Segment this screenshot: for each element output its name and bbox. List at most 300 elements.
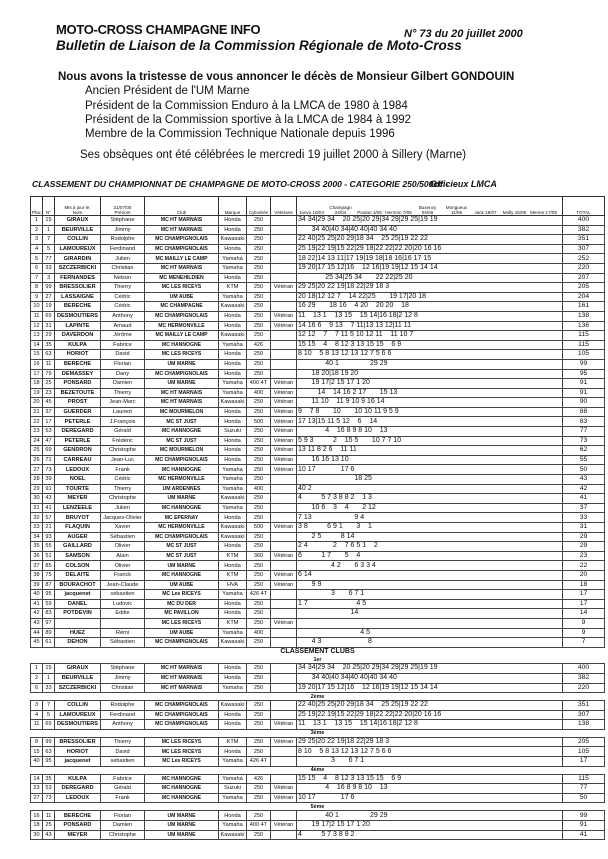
rider-name: COLLIN [55,235,101,245]
cc-cell: 250 [247,513,271,523]
total-cell: 37 [563,503,605,513]
place-cell: 22 [31,417,43,427]
cc-cell: 400 [247,388,271,398]
cc-cell: 250 [247,737,271,747]
total-cell: 17 [563,599,605,609]
club-cell: MC HERMONVILLE [145,523,219,533]
total-cell: 31 [563,523,605,533]
number-cell: 83 [43,609,55,619]
brand-cell: Honda [219,446,247,456]
number-cell: 15 [43,216,55,226]
veteran-cell [271,484,297,494]
total-cell: 41 [563,494,605,504]
rider-name: DESMOUTIERS [55,720,101,730]
rider-name: MEYER [55,494,101,504]
obituary-announcement [58,70,578,163]
club-cell: UM MARNE [145,494,219,504]
event-header: Poulan 1/05 [357,210,382,215]
table-row [31,475,605,485]
points-cell: 29 25|20 22 19|18 22|29 18 3 [297,737,563,747]
veteran-cell: Vétéran [271,737,297,747]
club-cell: MC ST JUST [145,551,219,561]
total-cell: 77 [563,784,605,794]
brand-cell: KTM [219,618,247,628]
club-rank-label: 1er [313,656,322,663]
brand-cell: Honda [219,417,247,427]
place-cell: 12 [31,321,43,331]
veteran-cell: Vétéran [271,388,297,398]
rider-firstname: Christophe [101,494,145,504]
total-cell: 351 [563,235,605,245]
total-cell: 99 [563,359,605,369]
veteran-cell: Vétéran [271,417,297,427]
veteran-cell: Vétéran [271,455,297,465]
points-cell: 34 34|29 34 20 25|20 29|34 29|29 25|19 19 [297,664,563,674]
table-row [31,664,605,674]
col-veterans: Vétérans [271,197,297,216]
rider-firstname: Franck [101,570,145,580]
veteran-cell [271,340,297,350]
place-cell: 1 [31,216,43,226]
points-cell: 3 6 7 1 [297,757,563,767]
total-cell: 73 [563,436,605,446]
place-cell: 36 [31,551,43,561]
club-cell: MC MAILLY LE CAMP [145,331,219,341]
rider-firstname: Fabrice [101,340,145,350]
table-row [31,407,605,417]
total-cell: 43 [563,475,605,485]
rider-name: GUERDER [55,407,101,417]
rider-name: BRUYOT [55,513,101,523]
rider-firstname: Gérald [101,784,145,794]
event-header: Hermon 7/05 [385,210,412,215]
rider-name: GIRAUX [55,664,101,674]
number-cell: 7 [43,701,55,711]
rider-name: BERECHE [55,811,101,821]
total-cell: 50 [563,793,605,803]
points-cell: 18 22|14 13 11|17 19|19 18|18 16|16 17 15 [297,254,563,264]
number-cell: 65 [43,311,55,321]
cc-cell: 250 [247,701,271,711]
points-cell: 7 13 9 4 [297,513,563,523]
number-cell: 43 [43,830,55,840]
total-cell: 136 [563,321,605,331]
rider-name: MEYER [55,830,101,840]
event-header: Jack 18/07 [474,210,497,215]
veteran-cell: Vétéran [271,793,297,803]
place-cell: 41 [31,599,43,609]
place-cell: 3 [31,701,43,711]
table-row [31,683,605,693]
brand-cell: Honda [219,599,247,609]
total-cell: 307 [563,244,605,254]
rider-firstname: Rodolphe [101,235,145,245]
veteran-cell [271,683,297,693]
rider-firstname: Arnaud [101,321,145,331]
club-cell: MC LES RICEYS [145,737,219,747]
table-row [31,628,605,638]
cc-cell: 250 [247,793,271,803]
total-cell: 115 [563,331,605,341]
rider-firstname: Ferdinand [101,710,145,720]
rider-firstname: Ferdinand [101,244,145,254]
place-cell: 16 [31,359,43,369]
rider-firstname: Cédric [101,302,145,312]
place-cell: 18 [31,379,43,389]
brand-cell: Honda [219,369,247,379]
rider-name: LENZEELE [55,503,101,513]
table-row [31,455,605,465]
rider-firstname: Frank [101,793,145,803]
club-cell: MC MOURMELON [145,407,219,417]
number-cell: 53 [43,784,55,794]
rider-firstname: Alain [101,551,145,561]
club-rank-label: 4ème [310,767,325,774]
place-cell: 29 [31,484,43,494]
place-cell: 6 [31,263,43,273]
rider-name: KULPA [55,340,101,350]
points-cell: 14 16 6 9 13 7 11|13 13 12|11 11 [297,321,563,331]
number-cell: 95 [43,590,55,600]
event-header: Buxency 04/06 [418,205,437,215]
number-cell: 73 [43,793,55,803]
rider-firstname: Stéphane [101,664,145,674]
club-cell: MC ST JUST [145,542,219,552]
table-row [31,638,605,648]
brand-cell: Kawasaki [219,532,247,542]
number-cell: 55 [43,542,55,552]
bulletin-masthead: MOTO-CROSS CHAMPAGNE INFO [56,22,261,37]
table-row [31,417,605,427]
table-row [31,379,605,389]
veteran-cell: Vétéran [271,821,297,831]
points-cell: 6 14 [297,570,563,580]
veteran-cell [271,532,297,542]
cc-cell: 250 [247,446,271,456]
club-cell: MC EPERNAY [145,513,219,523]
club-cell: MC HT MARNAIS [145,263,219,273]
number-cell: 1 [43,225,55,235]
brand-cell: KTM [219,283,247,293]
total-cell: 17 [563,590,605,600]
table-row [31,580,605,590]
points-cell: 1 7 4 5 [297,599,563,609]
points-cell: 10 6 3 4 2 12 [297,503,563,513]
place-cell: 19 [31,388,43,398]
club-cell: UM AUBE [145,292,219,302]
cc-cell: 250 [247,618,271,628]
rider-name: DEHON [55,638,101,648]
rider-name: DANEL [55,599,101,609]
rider-firstname: Nelson [101,273,145,283]
points-cell: 6 1 7 5 4 [297,551,563,561]
club-rank-row [31,766,605,774]
brand-cell: Honda [219,311,247,321]
club-cell: MC CHAMPIGNOLAIS [145,710,219,720]
brand-cell: Yamaha [219,465,247,475]
rider-firstname: Stéphane [101,216,145,226]
table-row [31,225,605,235]
brand-cell: Yamaha [219,340,247,350]
veteran-cell: Vétéran [271,465,297,475]
club-rank-row [31,693,605,701]
veteran-cell: Vétéran [271,784,297,794]
cc-cell: 250 [247,609,271,619]
number-cell: 37 [43,407,55,417]
place-cell: 17 [31,369,43,379]
rider-firstname [101,618,145,628]
points-cell: 15 15 4 8 12 3 13 15 15 6 9 [297,774,563,784]
cc-cell: 400 4T [247,379,271,389]
club-cell: UM AUBE [145,628,219,638]
cc-cell: 250 [247,720,271,730]
rider-name: HORIOT [55,350,101,360]
update-date: 21/07/00 [113,205,132,210]
brand-cell: Yamaha [219,503,247,513]
brand-cell: Yamaha [219,757,247,767]
rider-firstname: Frédéric [101,436,145,446]
brand-cell: Kawasaki [219,494,247,504]
club-cell: MC HANNOGNE [145,503,219,513]
rider-firstname: Laurent [101,407,145,417]
veteran-cell: Vétéran [271,407,297,417]
total-cell: 20 [563,570,605,580]
veteran-cell [271,710,297,720]
club-cell: MC Les RICEYS [145,590,219,600]
col-events [297,197,563,216]
table-row [31,532,605,542]
brand-cell: Kawasaki [219,235,247,245]
club-cell: MC HERMONVILLE [145,475,219,485]
rider-firstname: sebastien [101,590,145,600]
rider-firstname: Rémi [101,628,145,638]
brand-cell: Kawasaki [219,331,247,341]
number-cell: 15 [43,664,55,674]
rider-firstname: Dany [101,369,145,379]
number-cell: 75 [43,570,55,580]
number-cell: 99 [43,737,55,747]
rider-name: BRESSOLIER [55,737,101,747]
number-cell: 17 [43,417,55,427]
place-cell: 14 [31,774,43,784]
total-cell: 7 [563,638,605,648]
number-cell: 93 [43,532,55,542]
brand-cell: Honda [219,273,247,283]
rider-firstname: Jean-Claude [101,580,145,590]
veteran-cell [271,503,297,513]
table-row [31,757,605,767]
table-row [31,523,605,533]
place-cell: 7 [31,273,43,283]
club-cell: MC HANNOGNE [145,465,219,475]
place-cell: 15 [31,747,43,757]
points-cell: 11 13 1 13 15 15 14|16 18|2 12 8 [297,311,563,321]
number-cell: 65 [43,720,55,730]
total-cell: 95 [563,369,605,379]
number-cell: 57 [43,513,55,523]
rider-firstname: Damien [101,379,145,389]
club-cell: MC HANNOGNE [145,793,219,803]
table-row [31,720,605,730]
number-cell: 63 [43,747,55,757]
points-cell: 29 25|20 22 19|18 22|29 18 3 [297,283,563,293]
number-cell: 99 [43,283,55,293]
place-cell: 2 [31,225,43,235]
brand-cell: Honda [219,811,247,821]
brand-cell: Yamaha [219,379,247,389]
club-cell: MC CHAMPIGNOLAIS [145,638,219,648]
rider-firstname: Sébastien [101,532,145,542]
club-cell: MC HANNOGNE [145,427,219,437]
rider-firstname: Frank [101,465,145,475]
brand-cell: Suzuki [219,784,247,794]
table-row [31,484,605,494]
rider-name: BRESSOLIER [55,283,101,293]
veteran-cell: Vétéran [271,283,297,293]
total-cell: 77 [563,427,605,437]
brand-cell: Honda [219,436,247,446]
brand-cell: Kawasaki [219,830,247,840]
points-cell: 18 20|18 19 20 [297,369,563,379]
brand-cell: Honda [219,321,247,331]
points-cell: 40 1 29 29 [297,811,563,821]
rider-firstname: Eddie [101,609,145,619]
table-row [31,292,605,302]
brand-cell: Honda [219,225,247,235]
cc-cell: 426 4T [247,757,271,767]
number-cell: 19 [43,302,55,312]
club-rank-label: 2ème [310,693,325,700]
brand-cell: Honda [219,350,247,360]
points-cell: 34 40|40 34|40 40|40 34 40 [297,673,563,683]
veteran-cell [271,774,297,784]
brand-cell: Honda [219,407,247,417]
number-cell: 5 [43,244,55,254]
total-cell: 91 [563,379,605,389]
club-cell: MC LES RICEYS [145,350,219,360]
place-cell: 44 [31,628,43,638]
rider-firstname: Thierry [101,737,145,747]
place-cell: 20 [31,398,43,408]
rider-name: LEDOUX [55,465,101,475]
cc-cell: 250 [247,302,271,312]
funeral-notice: Ses obsèques ont été célébrées le mercredi 19 juillet 2000 à Sillery (Marne) [80,149,467,162]
rider-name: PROST [55,398,101,408]
number-cell: 5 [43,710,55,720]
rider-name: PETERLE [55,436,101,446]
rider-firstname: Olivier [101,542,145,552]
veteran-cell [271,811,297,821]
number-cell: 63 [43,350,55,360]
veteran-cell [271,254,297,264]
place-cell: 6 [31,683,43,693]
cc-cell: 250 [247,407,271,417]
brand-cell: Honda [219,561,247,571]
place-cell: 11 [31,311,43,321]
cc-cell: 426 [247,340,271,350]
total-cell: 18 [563,580,605,590]
total-cell: 351 [563,701,605,711]
veteran-cell [271,673,297,683]
number-cell: 85 [43,561,55,571]
table-row [31,446,605,456]
rider-name: BEURVILLE [55,673,101,683]
brand-cell: Honda [219,542,247,552]
brand-cell: Yamaha [219,774,247,784]
rider-name: KULPA [55,774,101,784]
total-cell: 115 [563,774,605,784]
brand-cell: Honda [219,244,247,254]
total-cell: 55 [563,455,605,465]
place-cell: 23 [31,427,43,437]
brand-cell: Kawasaki [219,302,247,312]
veteran-cell [271,590,297,600]
cc-cell: 250 [247,638,271,648]
rider-firstname: Fabrice [101,774,145,784]
number-cell: 69 [43,446,55,456]
brand-cell: Honda [219,216,247,226]
brand-cell: Yamaha [219,292,247,302]
rider-firstname: Christophe [101,830,145,840]
cc-cell: 250 [247,503,271,513]
veteran-cell: Vétéran [271,446,297,456]
table-row [31,465,605,475]
club-cell: MC CHAMPIGNOLAIS [145,311,219,321]
place-cell: 30 [31,494,43,504]
cc-cell: 250 [247,475,271,485]
club-cell: UM MARNE [145,830,219,840]
table-row [31,427,605,437]
rider-name: jacquenet [55,590,101,600]
event-header: Molly 15/06 [502,210,527,215]
points-cell: 14 [297,609,563,619]
points-cell: 40 2 [297,484,563,494]
club-cell: MC HANNOGNE [145,570,219,580]
cc-cell: 400 4T [247,821,271,831]
club-cell: MC CHAMPIGNOLAIS [145,720,219,730]
rider-firstname: Gérald [101,427,145,437]
total-cell: 382 [563,673,605,683]
table-row [31,302,605,312]
place-cell: 23 [31,784,43,794]
rider-name: GIRARDIN [55,254,101,264]
cc-cell: 250 [247,359,271,369]
rider-name: DEMASSEY [55,369,101,379]
cc-cell: 400 [247,628,271,638]
rider-name: jacquenet [55,757,101,767]
club-cell: MC CHAMPIGNOLAIS [145,532,219,542]
total-cell: 62 [563,446,605,456]
total-cell: 220 [563,683,605,693]
veteran-cell [271,475,297,485]
club-cell: MC CHAMPIGNOLAIS [145,244,219,254]
points-cell: 11 13 1 13 15 15 14|16 18|2 12 8 [297,720,563,730]
total-cell: 22 [563,561,605,571]
table-row [31,494,605,504]
brand-cell: Kawasaki [219,398,247,408]
clubs-title: CLASSEMENT CLUBS [280,647,355,655]
cc-cell: 250 [247,398,271,408]
total-cell: 9 [563,618,605,628]
veteran-cell: Vétéran [271,570,297,580]
club-cell: MC HERMONVILLE [145,321,219,331]
cc-cell: 250 [247,561,271,571]
table-row [31,830,605,840]
place-cell: 18 [31,821,43,831]
brand-cell: KTM [219,551,247,561]
number-cell: 21 [43,523,55,533]
club-cell: MC PAVILLON [145,609,219,619]
